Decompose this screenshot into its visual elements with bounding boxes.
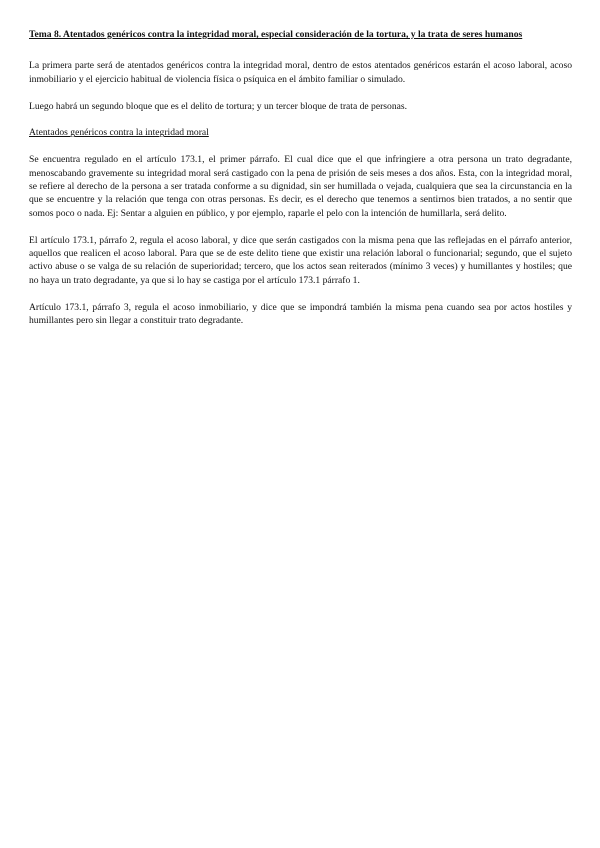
- intro-paragraph-2: Luego habrá un segundo bloque que es el delito de tortura; y un tercer bloque de trata de personas.: [29, 100, 408, 112]
- intro-paragraph-1: La primera parte será de atentados genéricos contra la integridad moral, dentro de estos atentados genéricos estarán el acoso laboral, acoso inmobiliario y el ejercicio habitual de violencia física o psíquica en el ámbito familiar o simulado.: [29, 60, 572, 85]
- document-page: [29, 28, 572, 341]
- section-paragraph-1: Se encuentra regulado en el artículo 173.1, el primer párrafo. El cual dice que el que infringiere a otra persona un trato degradante, menoscabando gravemente su integridad moral será castigado con la pena de prisión de seis meses a dos años. Esta, con la integridad moral, se refiere al derecho de la persona a ser tratada conforme a su dignidad, sin ser humillada o vejada, cualquiera que sea la circunstancia en la que se encuentre y la relación que tenga con otras personas. Es decir, es el derecho que tenemos a sentirnos bien tratados, a no sentir que somos poco o nada. Ej: Sentar a alguien en público, y por ejemplo, raparle el pelo con la intención de humillarla, será delito.: [29, 154, 572, 219]
- section-paragraph-2: El artículo 173.1, párrafo 2, regula el acoso laboral, y dice que serán castigados con la misma pena que las reflejadas en el párrafo anterior, aquellos que realicen el acoso laboral. Para que se de este delito tiene que existir una relación laboral o funcionarial; segundo, que el sujeto activo abuse o se valga de su relación de superioridad; tercero, que los actos sean reiterados (mínimo 3 veces) y humillantes y hostiles; que no haya un trato degradante, ya que si lo hay se castiga por el artículo 173.1 párrafo 1.: [29, 234, 572, 286]
- section-heading: Atentados genéricos contra la integridad moral: [29, 127, 209, 139]
- section-paragraph-3: Artículo 173.1, párrafo 3, regula el acoso inmobiliario, y dice que se impondrá también la misma pena cuando sea por actos hostiles y humillantes pero sin llegar a constituir trato degradante.: [29, 301, 572, 327]
- document-title: Tema 8. Atentados genéricos contra la integridad moral, especial consideración de la tortura, y la trata de seres humanos: [29, 29, 523, 40]
